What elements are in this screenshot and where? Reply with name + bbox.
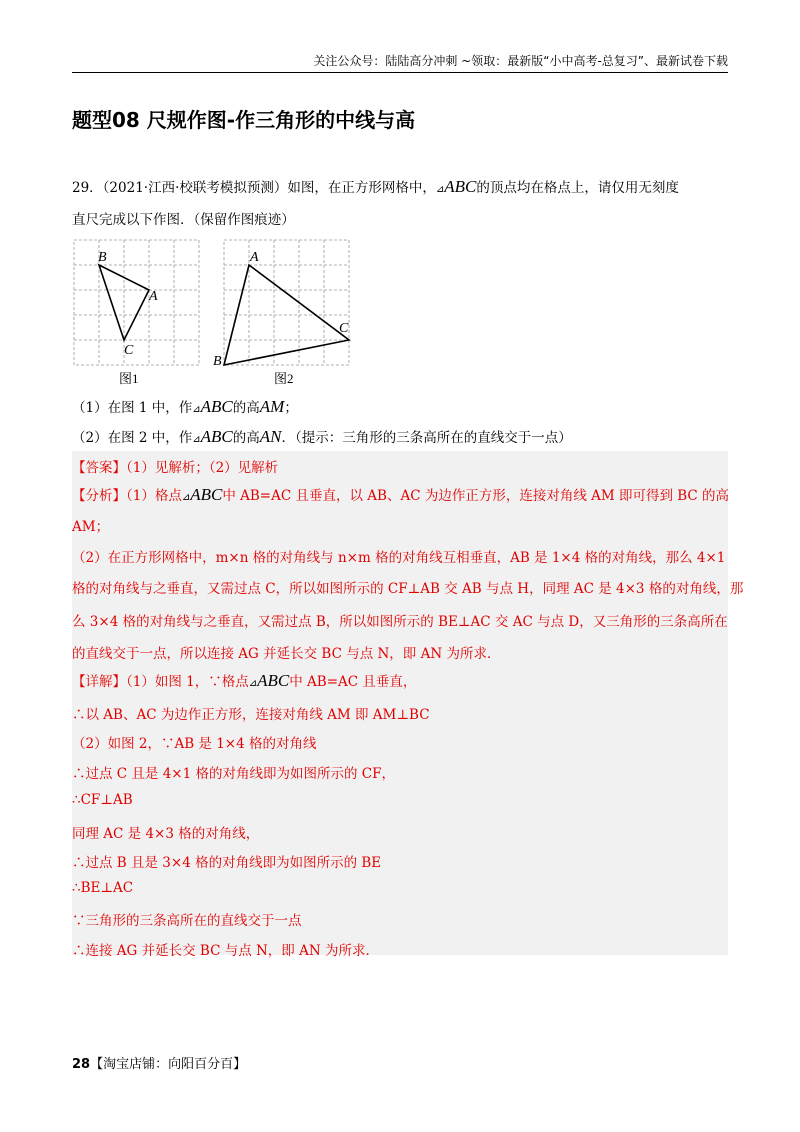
abc-label: ABC	[190, 485, 223, 504]
answer-line: 【答案】（1）见解析；（2）见解析	[72, 460, 279, 476]
question-intro	[72, 176, 679, 197]
question-intro-text: 29．（2021·江西·校联考模拟预测）如图，在正方形网格中，	[72, 180, 436, 196]
part1-text-3: ；	[284, 400, 298, 416]
analysis-line2: AM；	[72, 519, 110, 535]
fig1-label-c: C	[124, 343, 134, 358]
analysis-line1	[72, 484, 729, 505]
page-title: 题型08 尺规作图-作三角形的中线与高	[72, 108, 416, 132]
abc-label: ABC	[200, 427, 233, 446]
part1-variable: AM	[259, 397, 285, 416]
triangle-abc	[182, 485, 223, 504]
detail-line1	[72, 670, 416, 691]
detail-text-2: 中 AB=AC 且垂直，	[289, 674, 417, 690]
detail-line6: 同理 AC 是 4×3 格的对角线，	[72, 826, 260, 842]
fig2-grid	[224, 240, 349, 365]
triangle-abc	[192, 397, 233, 416]
detail-text: 【详解】（1）如图 1，∵格点	[72, 674, 249, 690]
part2-text-2: 的高	[232, 430, 260, 446]
figure-1	[72, 238, 202, 368]
fig1-grid	[74, 240, 199, 365]
detail-line7: ∴过点 B 且是 3×4 格的对角线即为如图所示的 BE	[72, 855, 382, 871]
abc-label: ABC	[200, 397, 233, 416]
analysis-text: 【分析】（1）格点	[72, 488, 182, 504]
detail-line2: ∴以 AB、AC 为边作正方形，连接对角线 AM 即 AM⊥BC	[72, 707, 430, 723]
detail-line8: ∴BE⊥AC	[72, 880, 134, 896]
fig2-label-c: C	[339, 321, 349, 336]
analysis2-line4: 的直线交于一点，所以连接 AG 并延长交 BC 与点 N，即 AN 为所求．	[72, 646, 501, 662]
detail-line10: ∴连接 AG 并延长交 BC 与点 N，即 AN 为所求．	[72, 943, 379, 959]
fig1-label-b: B	[98, 250, 107, 265]
question-part2	[72, 426, 572, 447]
triangle-symbol: ⊿	[248, 678, 258, 689]
question-part1	[72, 396, 298, 417]
fig2-label-a: A	[250, 250, 259, 265]
detail-line4: ∴过点 C 且是 4×1 格的对角线即为如图所示的 CF，	[72, 766, 395, 782]
triangle-symbol: ⊿	[192, 434, 201, 445]
fig2-caption: 图2	[274, 371, 294, 386]
fig1-caption: 图1	[119, 371, 139, 386]
triangle-symbol: ⊿	[181, 492, 191, 503]
triangle-abc	[249, 671, 290, 690]
analysis2-line1: （2）在正方形网格中，m×n 格的对角线与 n×m 格的对角线互相垂直，AB 是 1×4 格的对角线，那么 4×1	[72, 550, 726, 566]
part2-text-3: ．（提示：三角形的三条高所在的直线交于一点）	[281, 430, 572, 446]
triangle-symbol: ⊿	[192, 404, 201, 415]
part2-variable: AN	[259, 427, 282, 446]
abc-label: ABC	[257, 671, 290, 690]
triangle-abc	[436, 177, 477, 196]
page-footer	[72, 1053, 246, 1072]
page-number: 28	[72, 1057, 91, 1072]
triangle-symbol: ⊿	[435, 184, 445, 195]
page-header: 关注公众号：陆陆高分冲刺 ~领取：最新版“小中高考-总复习”、最新试卷下载	[313, 54, 728, 68]
detail-line9: ∵三角形的三条高所在的直线交于一点	[72, 913, 302, 929]
triangle-abc	[192, 427, 233, 446]
detail-line3: （2）如图 2，∵AB 是 1×4 格的对角线	[72, 736, 317, 752]
part1-text-2: 的高	[232, 400, 260, 416]
part1-text: （1）在图 1 中，作	[72, 400, 193, 416]
fig1-label-a: A	[149, 289, 158, 304]
question-intro-text-2: 的顶点均在格点上，请仅用无刻度	[476, 180, 679, 196]
header-rule	[72, 72, 728, 73]
abc-label: ABC	[444, 177, 477, 196]
detail-line5: ∴CF⊥AB	[72, 792, 133, 808]
part2-text: （2）在图 2 中，作	[72, 430, 193, 446]
footer-text: 【淘宝店铺：向阳百分百】	[90, 1057, 247, 1072]
analysis-text-2: 中 AB=AC 且垂直，以 AB、AC 为边作正方形，连接对角线 AM 即可得到 BC 的高	[222, 488, 730, 504]
analysis2-line2: 格的对角线与之垂直，又需过点 C，所以如图所示的 CF⊥AB 交 AB 与点 H，同理 AC 是 4×3 格的对角线，那	[72, 581, 744, 597]
question-line2: 直尺完成以下作图．（保留作图痕迹）	[72, 212, 295, 228]
fig2-label-b: B	[213, 354, 222, 368]
analysis2-line3: 么 3×4 格的对角线与之垂直，又需过点 B，所以如图所示的 BE⊥AC 交 AC 与点 D，又三角形的三条高所在	[72, 614, 728, 630]
figure-2	[212, 238, 352, 368]
